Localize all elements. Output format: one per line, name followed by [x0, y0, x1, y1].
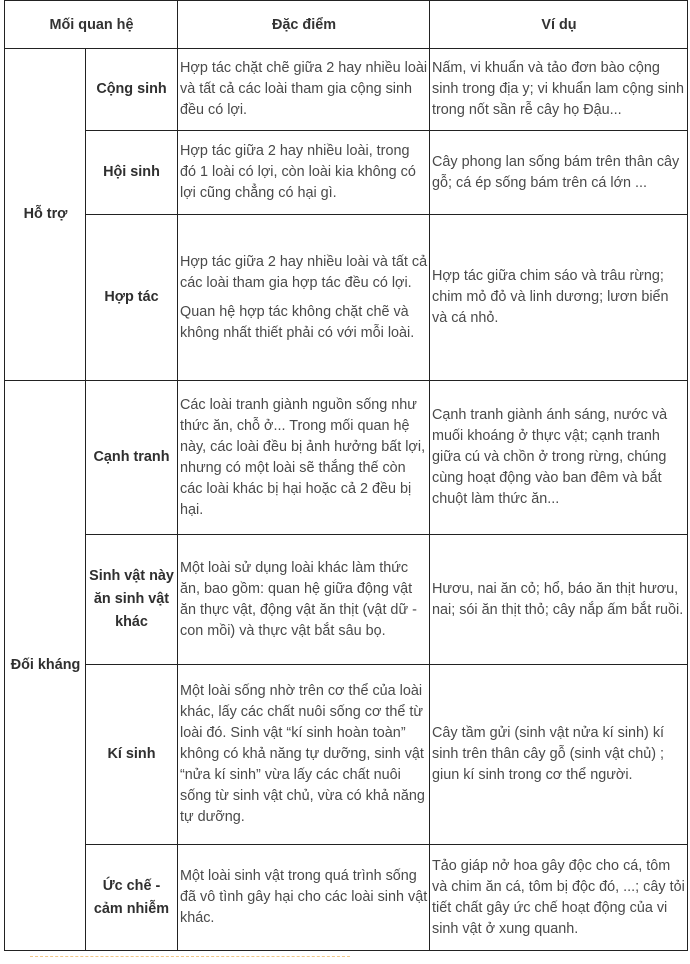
relationship-name: Sinh vật này ăn sinh vật khác [86, 535, 178, 665]
relationship-table [4, 0, 688, 951]
characteristic-cell: Một loài sử dụng loài khác làm thức ăn, bao gồm: quan hệ giữa động vật ăn thực vật, động vật ăn thịt (vật dữ - con mồi) và thực vật bắt sâu bọ. [178, 535, 430, 665]
characteristic-cell: Một loài sống nhờ trên cơ thể của loài khác, lấy các chất nuôi sống cơ thể từ loài đó. Sinh vật “kí sinh hoàn toàn” không có khả năng tự dưỡng, sinh vật “nửa kí sinh” vừa lấy các chất nuôi sống từ sinh vật chủ, vừa có khả năng tự dưỡng. [178, 665, 430, 845]
table-row [5, 215, 688, 381]
characteristic-cell: Hợp tác giữa 2 hay nhiều loài, trong đó 1 loài có lợi, còn loài kia không có lợi cũng chẳng có hại gì. [178, 131, 430, 215]
table-row [5, 381, 688, 535]
relationship-name: Hợp tác [86, 215, 178, 381]
group-support: Hỗ trợ [5, 49, 86, 381]
example-cell: Nấm, vi khuẩn và tảo đơn bào cộng sinh trong địa y; vi khuẩn lam cộng sinh trong nốt sần rễ cây họ Đậu... [430, 49, 688, 131]
relationship-name: Cạnh tranh [86, 381, 178, 535]
header-relationship: Mối quan hệ [5, 1, 178, 49]
example-cell: Cây phong lan sống bám trên thân cây gỗ; cá ép sống bám trên cá lớn ... [430, 131, 688, 215]
example-cell: Cạnh tranh giành ánh sáng, nước và muối khoáng ở thực vật; cạnh tranh giữa cú và chồn ở trong rừng, chúng cùng hoạt động vào ban đêm và bắt chuột làm thức ăn... [430, 381, 688, 535]
header-characteristic: Đặc điểm [178, 1, 430, 49]
table-row [5, 535, 688, 665]
table-row [5, 665, 688, 845]
example-cell: Hươu, nai ăn cỏ; hổ, báo ăn thịt hươu, nai; sói ăn thịt thỏ; cây nắp ấm bắt ruồi. [430, 535, 688, 665]
header-row [5, 1, 688, 49]
relationship-name: Hội sinh [86, 131, 178, 215]
cropped-footer-fragment [30, 956, 350, 961]
table-row [5, 49, 688, 131]
relationship-name: Ức chế - cảm nhiễm [86, 845, 178, 951]
header-example: Ví dụ [430, 1, 688, 49]
relationship-name: Kí sinh [86, 665, 178, 845]
example-cell: Cây tầm gửi (sinh vật nửa kí sinh) kí sinh trên thân cây gỗ (sinh vật chủ) ; giun kí sinh trong cơ thể người. [430, 665, 688, 845]
relationship-name: Cộng sinh [86, 49, 178, 131]
characteristic-cell: Một loài sinh vật trong quá trình sống đã vô tình gây hại cho các loài sinh vật khác. [178, 845, 430, 951]
example-cell: Tảo giáp nở hoa gây độc cho cá, tôm và chim ăn cá, tôm bị độc đó, ...; cây tỏi tiết chất gây ức chế hoạt động của vi sinh vật ở xung quanh. [430, 845, 688, 951]
group-antagonistic: Đối kháng [5, 381, 86, 951]
example-cell: Hợp tác giữa chim sáo và trâu rừng; chim mỏ đỏ và linh dương; lươn biển và cá nhỏ. [430, 215, 688, 381]
characteristic-cell: Hợp tác giữa 2 hay nhiều loài và tất cả các loài tham gia hợp tác đều có lợi. Quan hệ hợp tác không chặt chẽ và không nhất thiết phải có với mỗi loài. [178, 215, 430, 381]
characteristic-cell: Hợp tác chặt chẽ giữa 2 hay nhiều loài và tất cả các loài tham gia cộng sinh đều có lợi. [178, 49, 430, 131]
table-row [5, 845, 688, 951]
characteristic-cell: Các loài tranh giành nguồn sống như thức ăn, chỗ ở... Trong mối quan hệ này, các loài đều bị ảnh hưởng bất lợi, nhưng có một loài sẽ thắng thế còn các loài khác bị hại hoặc cả 2 đều bị hại. [178, 381, 430, 535]
table-row [5, 131, 688, 215]
